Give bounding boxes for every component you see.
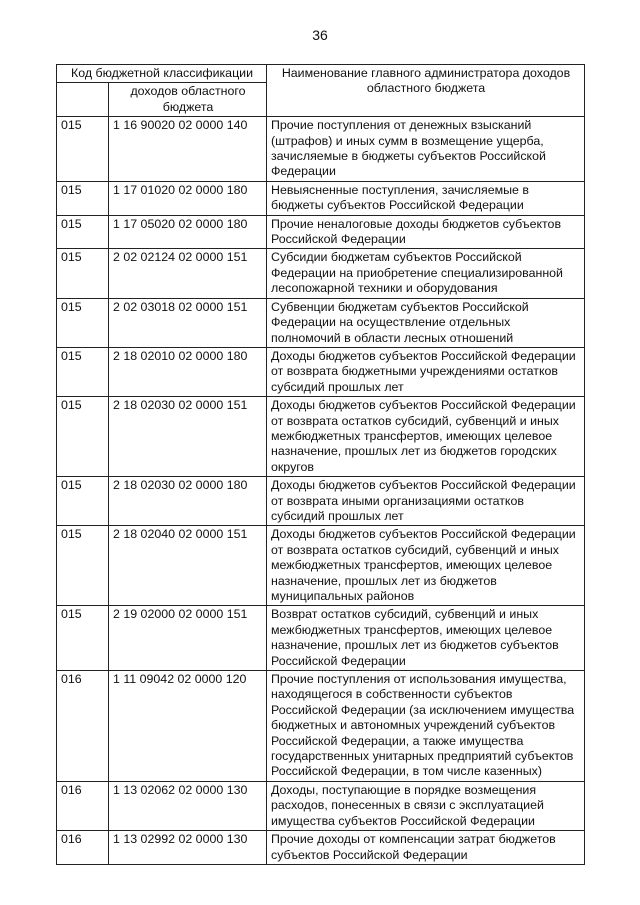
page-number: 36: [312, 27, 328, 43]
admin-code-cell: 016: [57, 831, 109, 865]
income-code-cell: 2 18 02030 02 0000 180: [109, 477, 267, 526]
admin-code-cell: 015: [57, 606, 109, 671]
table-row: [57, 671, 585, 782]
admin-code-cell: 015: [57, 347, 109, 396]
admin-code-cell: 016: [57, 781, 109, 830]
header-income-code: доходов областного бюджета: [109, 83, 267, 117]
income-code-cell: 2 02 02124 02 0000 151: [109, 249, 267, 298]
income-code-cell: 2 02 03018 02 0000 151: [109, 298, 267, 347]
table-row: [57, 249, 585, 298]
admin-code-cell: 015: [57, 215, 109, 249]
income-name-cell: Субвенции бюджетам субъектов Российской Федерации на осуществление отдельных полномочий в области лесных отношений: [267, 298, 585, 347]
table-row: [57, 181, 585, 215]
income-code-cell: 1 16 90020 02 0000 140: [109, 117, 267, 182]
income-name-cell: Доходы бюджетов субъектов Российской Федерации от возврата иными организациями остатков субсидий прошлых лет: [267, 477, 585, 526]
income-name-cell: Доходы, поступающие в порядке возмещения расходов, понесенных в связи с эксплуатацией имущества субъектов Российской Федерации: [267, 781, 585, 830]
table-row: [57, 215, 585, 249]
admin-code-cell: 015: [57, 397, 109, 477]
admin-code-cell: 015: [57, 298, 109, 347]
table-body: [57, 117, 585, 865]
admin-code-cell: 016: [57, 671, 109, 782]
income-code-cell: 2 18 02030 02 0000 151: [109, 397, 267, 477]
admin-code-cell: 015: [57, 117, 109, 182]
table-row: [57, 526, 585, 606]
income-name-cell: Доходы бюджетов субъектов Российской Федерации от возврата бюджетными учреждениями остатков субсидий прошлых лет: [267, 347, 585, 396]
income-code-cell: 2 18 02010 02 0000 180: [109, 347, 267, 396]
income-code-cell: 1 13 02992 02 0000 130: [109, 831, 267, 865]
income-code-cell: 1 17 01020 02 0000 180: [109, 181, 267, 215]
table-row: [57, 397, 585, 477]
income-name-cell: Прочие поступления от использования имущества, находящегося в собственности субъектов Российской Федерации (за исключением имущества бюджетных и автономных учреждений субъектов Российской Федерации, а также имущества государственных унитарных предприятий субъектов Российской Федерации, в том числе казенных): [267, 671, 585, 782]
admin-code-cell: 015: [57, 181, 109, 215]
income-name-cell: Прочие поступления от денежных взысканий (штрафов) и иных сумм в возмещение ущерба, зачисляемые в бюджеты субъектов Российской Федерации: [267, 117, 585, 182]
income-code-cell: 1 17 05020 02 0000 180: [109, 215, 267, 249]
income-code-cell: 2 19 02000 02 0000 151: [109, 606, 267, 671]
table-row: [57, 831, 585, 865]
admin-code-cell: 015: [57, 249, 109, 298]
admin-code-cell: 015: [57, 477, 109, 526]
income-name-cell: Прочие доходы от компенсации затрат бюджетов субъектов Российской Федерации: [267, 831, 585, 865]
header-admin-name: Наименование главного администратора доходов областного бюджета: [267, 65, 585, 117]
table-row: [57, 117, 585, 182]
header-admin-code: [57, 83, 109, 117]
income-name-cell: Невыясненные поступления, зачисляемые в бюджеты субъектов Российской Федерации: [267, 181, 585, 215]
income-name-cell: Субсидии бюджетам субъектов Российской Федерации на приобретение специализированной лесопожарной техники и оборудования: [267, 249, 585, 298]
income-name-cell: Доходы бюджетов субъектов Российской Федерации от возврата остатков субсидий, субвенций и иных межбюджетных трансфертов, имеющих целевое назначение, прошлых лет из бюджетов муниципальных районов: [267, 526, 585, 606]
budget-classification-table: [56, 64, 585, 865]
income-code-cell: 1 13 02062 02 0000 130: [109, 781, 267, 830]
income-name-cell: Возврат остатков субсидий, субвенций и иных межбюджетных трансфертов, имеющих целевое назначение, прошлых лет из бюджетов субъектов Российской Федерации: [267, 606, 585, 671]
admin-code-cell: 015: [57, 526, 109, 606]
table-row: [57, 347, 585, 396]
header-code-group: Код бюджетной классификации: [57, 65, 267, 83]
income-code-cell: 1 11 09042 02 0000 120: [109, 671, 267, 782]
table-row: [57, 477, 585, 526]
income-name-cell: Доходы бюджетов субъектов Российской Федерации от возврата остатков субсидий, субвенций и иных межбюджетных трансфертов, имеющих целевое назначение, прошлых лет из бюджетов городских округов: [267, 397, 585, 477]
table-row: [57, 606, 585, 671]
income-code-cell: 2 18 02040 02 0000 151: [109, 526, 267, 606]
table-row: [57, 298, 585, 347]
income-name-cell: Прочие неналоговые доходы бюджетов субъектов Российской Федерации: [267, 215, 585, 249]
table-row: [57, 781, 585, 830]
